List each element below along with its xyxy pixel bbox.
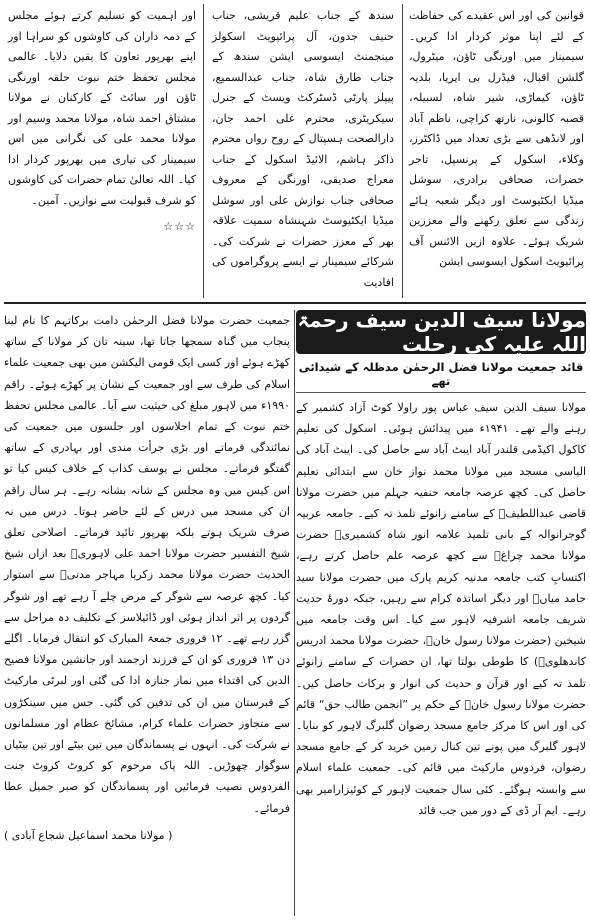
upper-middle-text: سندھ کے جناب علیم قریشی، جناب حنیف جدون، آل پرائیویٹ اسکولز مینجمنٹ ایسوسی ایشن سندھ کے جناب طارق شاہ، جناب عبدالسمیع، پیپلز پارٹی ڈسٹرکٹ ویسٹ کے جنرل سیکریٹری، محترم علی احمد جان، دارالصحت ہسپتال کے روح رواں محترم ذاکر ہاشم، الائیڈ اسکول کے جناب معراج صدیقی، اورنگی کے معروف صحافی جناب نوازش علی اور سوشل میڈیا ایکٹیوسٹ شہنشاہ سمیت علاقہ بھر کے معزز حضرات نے شرکت کی۔ شرکائے سیمینار نے ایسے پروگراموں کی افادیت	[212, 9, 394, 289]
obituary-article	[296, 310, 586, 916]
article-title-banner	[296, 310, 586, 354]
article-continuation	[4, 310, 290, 916]
star-ornament: ☆☆☆	[163, 220, 196, 233]
column-divider	[402, 4, 403, 298]
upper-news-section	[0, 0, 590, 300]
article-body-left: جمعیت حضرت مولانا فضل الرحمٰن دامت برکاتہم کا نام لینا پنجاب میں گناہ سمجھا جاتا تھا، سینہ تان کر مولانا کے ساتھ کھڑے ہوئے اور کسی ایک قومی الیکشن میں بھی جمعیت علماء اسلام کی طرف سے اور جمعیت کے نشان پر کھڑے ہوئے۔ راقم ۱۹۹۰ء میں لاہور مبلغ کی حیثیت سے آیا۔ عالمی مجلس تحفظ ختم نبوت کے تمام اجلاسوں اور جلسوں میں جمعیت کی نمائندگی فرماتے اور بڑی جرأت مندی اور بہادری کے ساتھ گفتگو فرماتے۔ مجلس نے یوسف کذاب کے خلاف کیس کیا تو اس کیس میں وہ مجلس کے شانہ بشانہ رہے۔ ہر سال راقم ان کی مسجد میں درس کے لئے حاضر ہوتا۔ درس میں نہ صرف شریک ہوتے بلکہ بھرپور تائید فرماتے۔ اصلاحی تعلق شیخ التفسیر حضرت مولانا احمد علی لاہوریؒ بعد ازاں شیخ الحدیث حضرت مولانا محمد زکریا مہاجر مدنیؒ سے استوار کیا۔ کچھ عرصہ سے شوگر کے مرض چلے آ رہے تھے اور شوگر گردوں پر اثر انداز ہوئی اور ڈائیلاسز کے تکلیف دہ مراحل سے گزر رہے تھے۔ ۱۲ فروری جمعۃ المبارک کو انتقال فرمایا۔ اگلے دن ۱۳ فروری کو ان کے فرزند ارجمند اور جانشین مولانا فصیح الدین کی اقتداء میں نماز جنازہ ادا کی گئی اور لبرٹی مارکیٹ کے قبرستان میں ان کی تدفین کی گئی۔ جس میں سینکڑوں سے متجاوز حضرات علماء کرام، مشائخ عظام اور مسلمانوں نے شرکت کی۔ انہوں نے پسماندگان میں تین بیٹے اور تین بیٹیاں سوگوار چھوڑیں۔ اللہ پاک مرحوم کو کروٹ کروٹ جنت الفردوس نصیب فرمائیں اور پسماندگان کو صبر جمیل عطا فرمائے۔	[4, 314, 290, 815]
upper-right-column	[409, 6, 584, 273]
upper-left-column	[8, 6, 196, 238]
upper-right-text: قوانین کی اور اس عقیدے کی حفاظت کے لئے اپنا موثر کردار ادا کریں۔ سیمینار میں اورنگی ٹاؤن، میٹرول، گلشن اقبال، فیڈرل بی ایریا، بلدیہ ٹاؤن، کیماڑی، شیر شاہ، لسبیلہ، قصبہ کالونی، نارتھ کراچی، ناظم آباد اور لانڈھی سے بڑی تعداد میں ڈاکٹرز، وکلاء، اسکول کے پرنسپل، تاجر حضرات، صحافی برادری، سوشل میڈیا ایکٹیوسٹ اور دیگر شعبہ ہائے زندگی سے تعلق رکھنے والے معززین شریک ہوئے۔ علاوہ ازیں الائنس آف پرائیویٹ اسکول ایسوسی ایشن	[409, 9, 584, 268]
article-byline: ( مولانا محمد اسماعیل شجاع آبادی )	[4, 828, 173, 842]
upper-middle-column	[212, 6, 394, 293]
article-subtitle: قائد جمعیت مولانا فضل الرحمٰن مدظلہ کے شیدائی تھے	[296, 354, 586, 393]
article-title: مولانا سیف الدین سیف رحمۃ اللہ علیہ کی رحلت	[297, 308, 586, 356]
upper-left-text: اور اہمیت کو تسلیم کرتے ہوئے مجلس کے ذمہ داران کی کاوشوں کو سراہا اور اپنے بھرپور تعاون کا یقین دلایا۔ عالمی مجلس تحفظ ختم نبوت حلقہ اورنگی ٹاؤن اور سائٹ کے کارکنان نے مولانا مشتاق احمد شاہ، مولانا محمد وسیم اور مولانا محمد علی کی نگرانی میں اس سیمینار کی تیاری میں بھرپور کردار ادا کیا۔ اللہ تعالیٰ تمام حضرات کی کاوشوں کو شرف قبولیت سے نوازیں۔ آمین۔	[8, 9, 196, 207]
section-divider	[4, 302, 586, 304]
column-divider	[294, 310, 295, 916]
column-divider	[203, 4, 204, 298]
article-body-right: مولانا سیف الدین سیف عباس پور راولا کوٹ آزاد کشمیر کے رہنے والے تھے۔ ۱۹۴۱ء میں پیدائش ہوئی۔ اسکول کی تعلیم کاکول اکیڈمی قلندر آباد ایبٹ آباد سے حاصل کی۔ ایبٹ آباد کی الیاسی مسجد میں مولانا محمد نواز خان سے ابتدائی تعلیم حاصل کی۔ کچھ عرصہ جامعہ حنفیہ جہلم میں حضرت مولانا قاضی عبداللطیفؒ کے سامنے زانوئے تلمذ تہ کیے۔ جامعہ عربیہ گوجرانوالہ کے بانی تلمیذ علامہ انور شاہ کشمیریؒ حضرت مولانا محمد چراغؒ سے کچھ عرصہ علم حاصل کرتے رہے، اکتسابِ کتب جامعہ مدنیہ کریم پارک میں حضرت مولانا سید حامد میاںؒ اور دیگر اساتذہ کرام سے رہیں، جبکہ دورۂ حدیث شریف جامعہ اشرفیہ لاہور سے کیا۔ اس وقت جامعہ میں شیخین (حضرت مولانا رسول خانؒ، حضرت مولانا محمد ادریس کاندھلویؒ) کا طوطی بولتا تھا، ان حضرات کے سامنے زانوئے تلمذ تہ کیے اور قرآن و حدیث کی انوار و برکات حاصل کیں۔ حضرت مولانا رسول خانؒ کے حکم پر ”انجمن طالب حق“ قائم کی اور اس کا مرکز جامع مسجد رضوان گلبرگ لاہور کو بنایا۔ لاہور گلبرگ میں پونے تین کنال زمین خرید کر کے جامع مسجد رضوان، فردوس مارکیٹ میں قائم کی۔ جمعیت علماء اسلام سے وابستہ ہوگئے۔ کئی سال جمعیت لاہور کے کوئیزارامیر بھی رہے۔ ایم آر ڈی کے دور میں جب قائد	[296, 401, 587, 817]
